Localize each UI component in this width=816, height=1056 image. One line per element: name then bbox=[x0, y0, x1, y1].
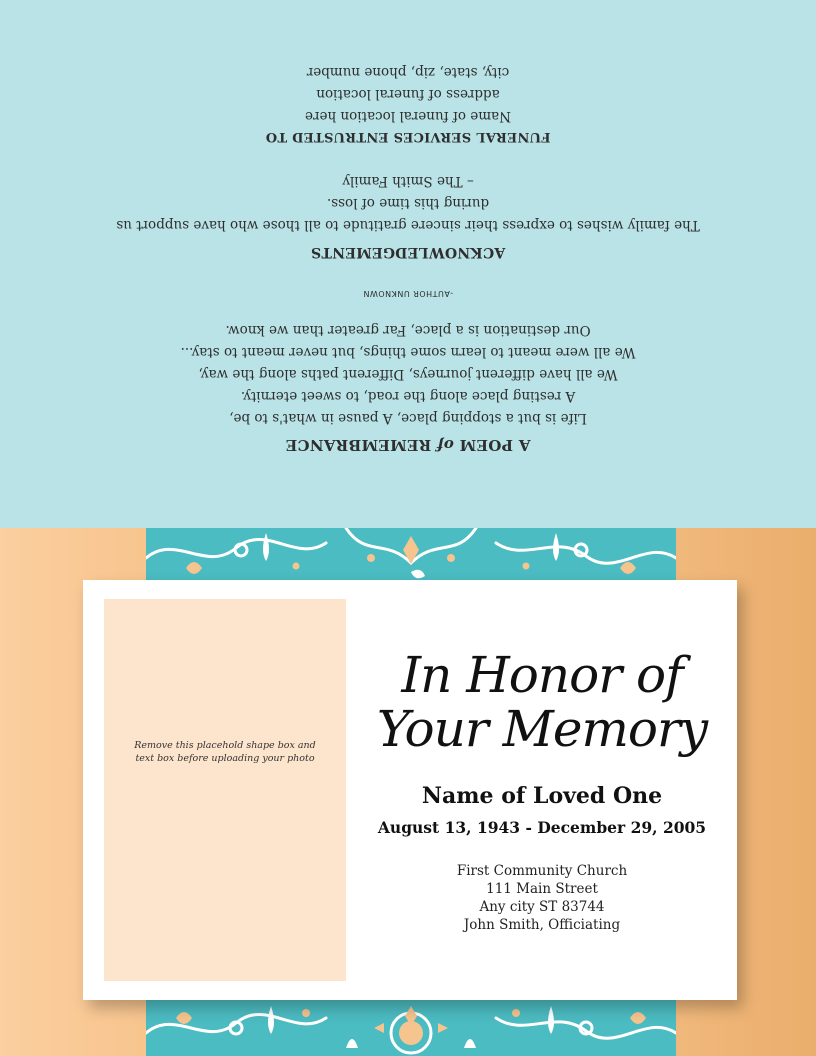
funeral-services-title: FUNERAL SERVICES ENTRUSTED TO bbox=[265, 129, 551, 144]
service-church: First Community Church bbox=[456, 863, 628, 879]
acknowledgements-signature: – The Smith Family bbox=[342, 173, 474, 189]
poem-line: Our destination is a place, Far greater than we know. bbox=[225, 322, 591, 338]
photo-placeholder[interactable] bbox=[104, 599, 346, 981]
poem-line: Life is but a stopping place, A pause in what's to be, bbox=[229, 410, 587, 426]
poem-line: We all were meant to learn some things, but never meant to stay... bbox=[180, 344, 636, 360]
honor-heading-line2: Your Memory bbox=[376, 700, 708, 758]
cover-card bbox=[83, 580, 737, 1000]
poem-line: A resting place along the road, to sweet eternity. bbox=[240, 388, 576, 404]
funeral-location-name: Name of funeral location here bbox=[305, 108, 511, 124]
funeral-location-city: city, state, zip, phone number bbox=[306, 64, 510, 80]
service-officiant: John Smith, Officiating bbox=[463, 917, 621, 933]
acknowledgements-line: during this time of loss. bbox=[326, 195, 490, 211]
service-details bbox=[366, 862, 718, 934]
acknowledgements-line: The family wishes to express their sincere gratitude to all those who have support us bbox=[116, 217, 700, 233]
acknowledgements-title: ACKNOWLEDGEMENTS bbox=[310, 244, 506, 260]
poem-title: A POEM of REMEMBRANCE bbox=[285, 436, 531, 454]
photo-placeholder-note: Remove this placehold shape box and text box before uploading your photo bbox=[134, 740, 316, 764]
poem-line: We all have different journeys, Different paths along the way, bbox=[198, 366, 618, 382]
funeral-location-address: address of funeral location bbox=[316, 86, 500, 102]
service-city: Any city ST 83744 bbox=[479, 899, 605, 915]
honor-heading-line1: In Honor of bbox=[401, 646, 683, 704]
loved-one-name: Name of Loved One bbox=[421, 783, 663, 809]
life-dates: August 13, 1943 - December 29, 2005 bbox=[377, 818, 707, 837]
honor-heading bbox=[366, 648, 718, 756]
poem-author: -AUTHOR UNKNOWN bbox=[362, 289, 454, 298]
service-street: 111 Main Street bbox=[486, 881, 598, 897]
